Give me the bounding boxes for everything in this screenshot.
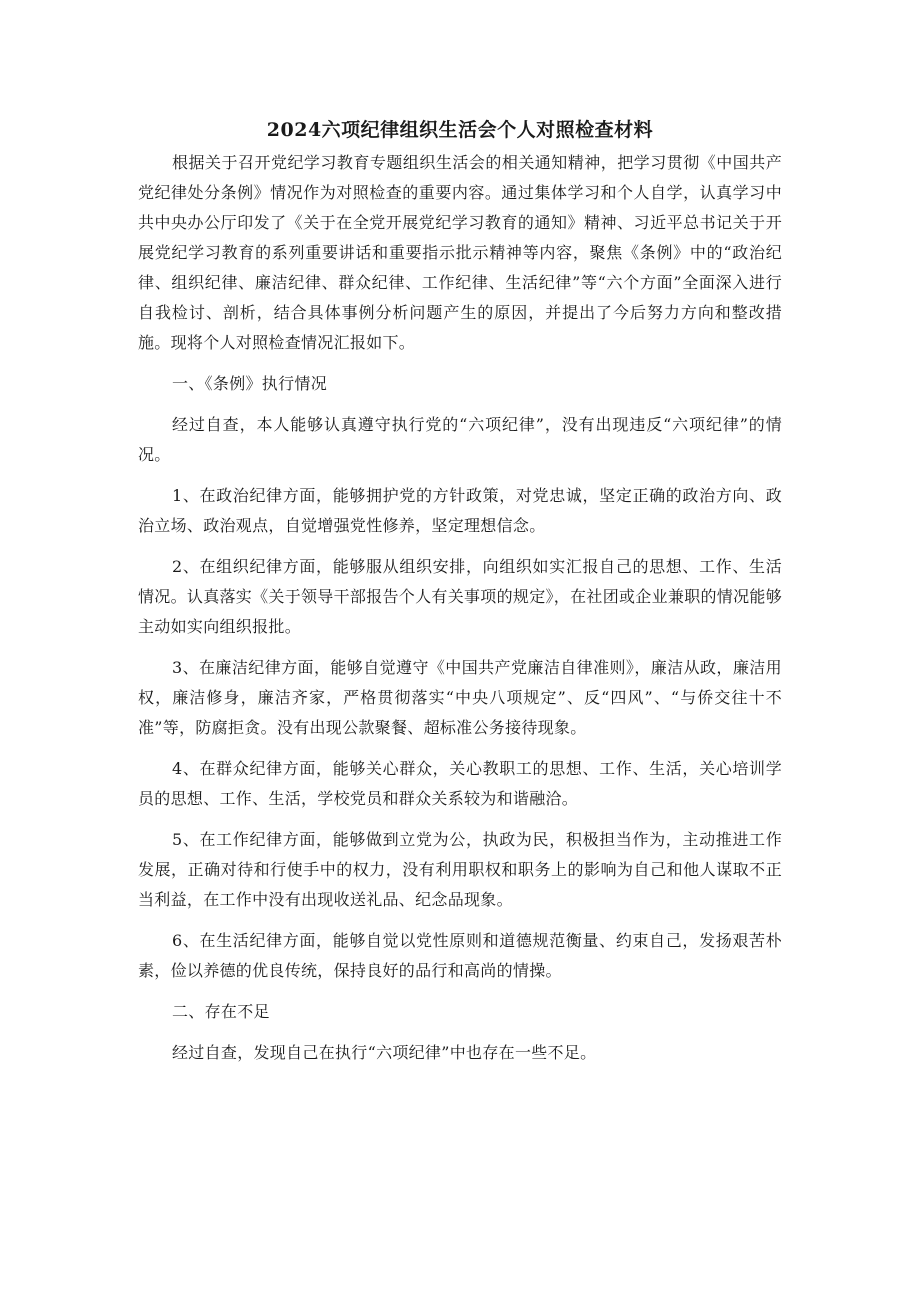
item-work-discipline: 5、在工作纪律方面，能够做到立党为公，执政为民，积极担当作为，主动推进工作发展，正确对待和行使手中的权力，没有利用职权和职务上的影响为自己和他人谋取不正当利益，在工作中没有出现收送礼品、纪念品现象。	[138, 830, 782, 909]
item-integrity-discipline: 3、在廉洁纪律方面，能够自觉遵守《中国共产党廉洁自律准则》，廉洁从政，廉洁用权，廉洁修身，廉洁齐家，严格贯彻落实“中央八项规定”、反“四风”、“与侨交往十不准”等，防腐拒贪。没有出现公款聚餐、超标准公务接待现象。	[138, 658, 782, 737]
item-mass-discipline: 4、在群众纪律方面，能够关心群众，关心教职工的思想、工作、生活，关心培训学员的思想、工作、生活，学校党员和群众关系较为和谐融洽。	[138, 759, 782, 808]
item-political-discipline: 1、在政治纪律方面，能够拥护党的方针政策，对党忠诚，坚定正确的政治方向、政治立场、政治观点，自觉增强党性修养，坚定理想信念。	[138, 486, 782, 535]
section-1-heading: 一、《条例》执行情况	[172, 374, 328, 393]
document-page	[138, 112, 782, 1079]
section-2-heading: 二、存在不足	[172, 1002, 270, 1021]
section-2-summary: 经过自查，发现自己在执行“六项纪律”中也存在一些不足。	[172, 1043, 597, 1062]
document-title: 2024六项纪律组织生活会个人对照检查材料	[266, 119, 654, 141]
item-life-discipline: 6、在生活纪律方面，能够自觉以党性原则和道德规范衡量、约束自己，发扬艰苦朴素，俭以养德的优良传统，保持良好的品行和高尚的情操。	[138, 931, 782, 980]
section-1-summary: 经过自查，本人能够认真遵守执行党的“六项纪律”，没有出现违反“六项纪律”的情况。	[138, 415, 782, 464]
item-organizational-discipline: 2、在组织纪律方面，能够服从组织安排，向组织如实汇报自己的思想、工作、生活情况。认真落实《关于领导干部报告个人有关事项的规定》，在社团或企业兼职的情况能够主动如实向组织报批。	[138, 557, 783, 636]
intro-paragraph: 根据关于召开党纪学习教育专题组织生活会的相关通知精神，把学习贯彻《中国共产党纪律处分条例》情况作为对照检查的重要内容。通过集体学习和个人自学，认真学习中共中央办公厅印发了《关于在全党开展党纪学习教育的通知》精神、习近平总书记关于开展党纪学习教育的系列重要讲话和重要指示批示精神等内容，聚焦《条例》中的“政治纪律、组织纪律、廉洁纪律、群众纪律、工作纪律、生活纪律”等“六个方面”全面深入进行自我检讨、剖析，结合具体事例分析问题产生的原因，并提出了今后努力方向和整改措施。现将个人对照检查情况汇报如下。	[138, 153, 782, 352]
